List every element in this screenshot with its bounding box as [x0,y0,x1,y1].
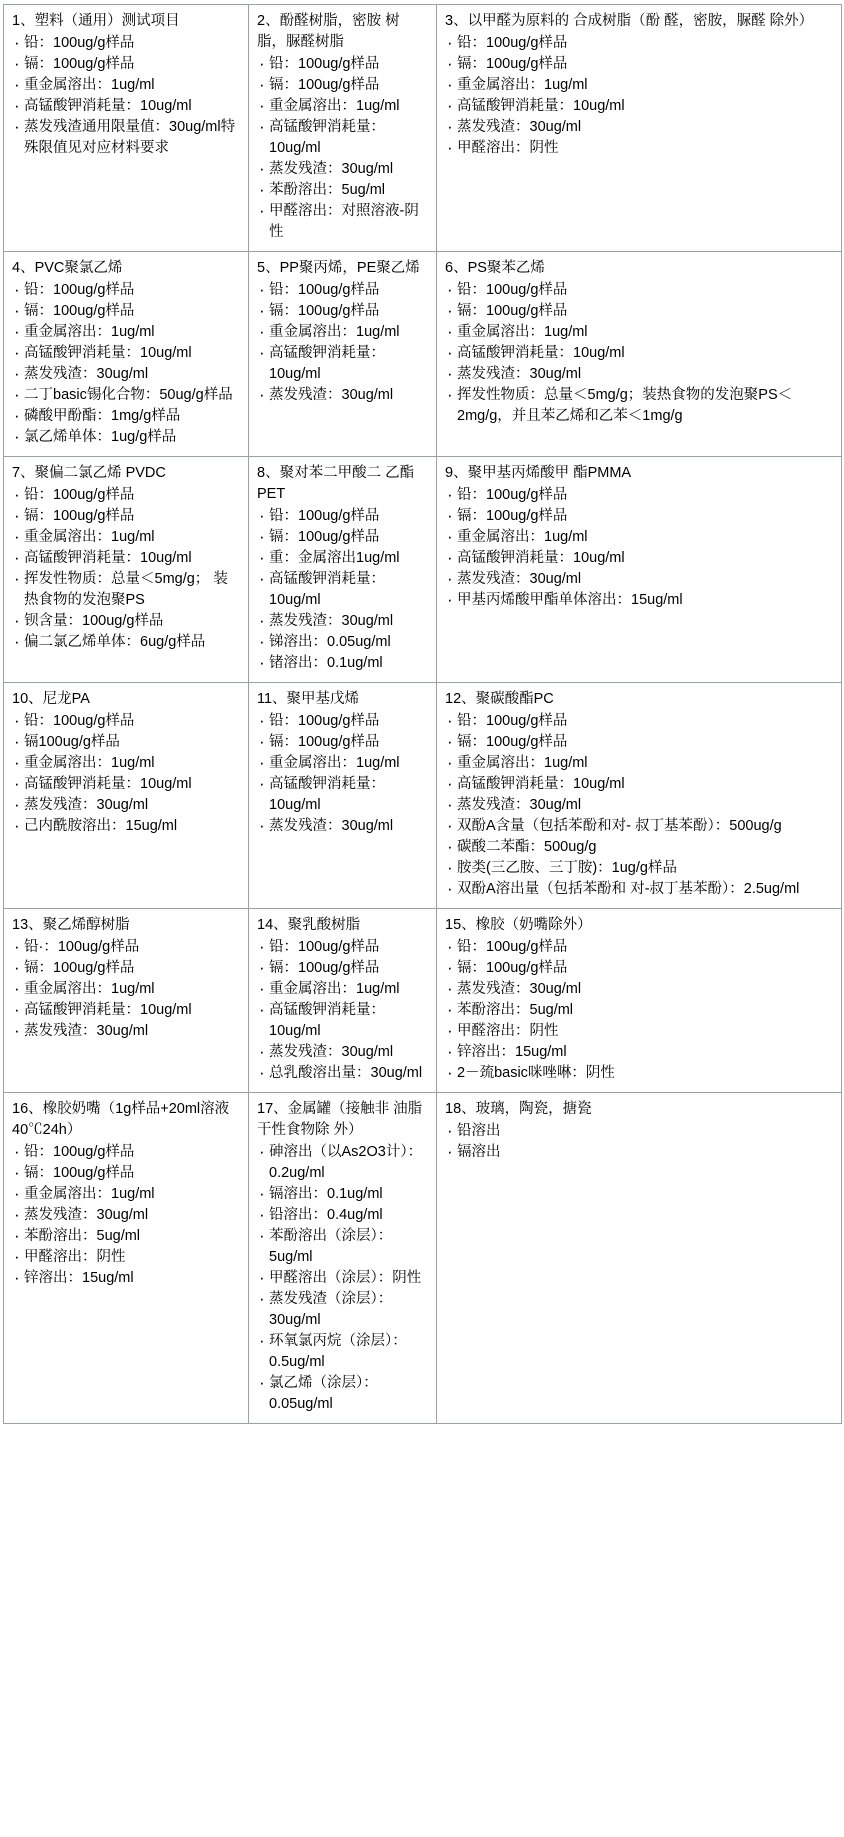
cell-item-list [12,1142,240,1289]
cell-item: · 重金属溶出：1ug/ml [257,753,428,774]
cell-title: 12、聚碳酸酯PC [445,691,554,707]
cell-title: 1、塑料（通用）测试项目 [12,13,180,29]
cell-pla [249,909,437,1093]
cell-item: · 总乳酸溶出量：30ug/ml [257,1063,428,1084]
cell-item: · 铅：100ug/g样品 [445,937,833,958]
cell-item: · 蒸发残渣：30ug/ml [257,1042,428,1063]
cell-item: · 重金属溶出：1ug/ml [12,527,240,548]
cell-item: · 铅：100ug/g样品 [257,280,428,301]
cell-title: 14、聚乳酸树脂 [257,917,361,933]
cell-item: · 重：金属溶出1ug/ml [257,548,428,569]
cell-item: · 重金属溶出：1ug/ml [445,75,833,96]
cell-item: · 高锰酸钾消耗量：10ug/ml [12,548,240,569]
cell-item: · 镉：100ug/g样品 [257,301,428,322]
cell-title: 8、聚对苯二甲酸二 乙酯PET [257,465,415,502]
cell-pvc [4,252,249,457]
cell-item: · 重金属溶出：1ug/ml [257,322,428,343]
cell-item: · 碳酸二苯酯：500ug/g [445,837,833,858]
cell-item: · 镉：100ug/g样品 [445,54,833,75]
cell-item: · 高锰酸钾消耗量：10ug/ml [445,548,833,569]
cell-pmma [437,457,842,683]
cell-item: · 蒸发残渣：30ug/ml [445,117,833,138]
cell-pmp [249,683,437,909]
cell-item: · 重金属溶出：1ug/ml [12,753,240,774]
cell-item: · 铅：100ug/g样品 [12,33,240,54]
cell-item-list [12,711,240,837]
cell-item: · 蒸发残渣：30ug/ml [445,979,833,1000]
cell-item: · 挥发性物质：总量＜5mg/g； 装热食物的发泡聚PS [12,569,240,611]
cell-item: · 重金属溶出：1ug/ml [12,1184,240,1205]
table-row [4,5,842,252]
cell-item: · 重金属溶出：1ug/ml [12,322,240,343]
cell-item-list [257,506,428,674]
cell-item: · 镉100ug/g样品 [12,732,240,753]
cell-item: · 铅：100ug/g样品 [445,711,833,732]
cell-item-list [12,33,240,159]
cell-item-list [257,1142,428,1415]
cell-pet [249,457,437,683]
cell-item: · 蒸发残渣：30ug/ml [445,795,833,816]
cell-pvdc [4,457,249,683]
cell-item-list [12,937,240,1042]
cell-item: · 蒸发残渣：30ug/ml [445,364,833,385]
cell-item: · 苯酚溶出：5ug/ml [257,180,428,201]
cell-item-list [445,711,833,900]
cell-item: · 高锰酸钾消耗量：10ug/ml [257,774,428,816]
cell-item: · 重金属溶出：1ug/ml [257,979,428,1000]
cell-item: · 氯乙烯单体：1ug/g样品 [12,427,240,448]
cell-item: · 锌溶出：15ug/ml [12,1268,240,1289]
cell-item: · 高锰酸钾消耗量：10ug/ml [445,96,833,117]
cell-item: · 重金属溶出：1ug/ml [445,527,833,548]
cell-item-list [445,485,833,611]
cell-item: · 胺类(三乙胺、三丁胺)：1ug/g样品 [445,858,833,879]
cell-title: 17、金属罐（接触非 油脂干性食物除 外） [257,1101,423,1138]
cell-item: · 铅：100ug/g样品 [12,711,240,732]
cell-pp-pe [249,252,437,457]
cell-item: · 铅：100ug/g样品 [257,937,428,958]
cell-item: · 甲醛溶出：阴性 [445,1021,833,1042]
cell-title: 18、玻璃，陶瓷，搪瓷 [445,1101,592,1117]
cell-formaldehyde-resin [437,5,842,252]
cell-item: · 镉：100ug/g样品 [445,732,833,753]
cell-item: · 蒸发残渣通用限量值：30ug/ml特殊限值见对应材料要求 [12,117,240,159]
cell-item: · 铅：100ug/g样品 [12,1142,240,1163]
cell-item: · 苯酚溶出：5ug/ml [445,1000,833,1021]
cell-item: · 高锰酸钾消耗量：10ug/ml [257,569,428,611]
cell-title: 15、橡胶（奶嘴除外） [445,917,592,933]
cell-title: 7、聚偏二氯乙烯 PVDC [12,465,166,481]
cell-item-list [445,937,833,1084]
cell-item: · 锑溶出：0.05ug/ml [257,632,428,653]
cell-item: · 重金属溶出：1ug/ml [12,979,240,1000]
cell-title: 5、PP聚丙烯，PE聚乙烯 [257,260,420,276]
cell-item: · 铅：100ug/g样品 [257,506,428,527]
cell-item: · 甲醛溶出（涂层）：阴性 [257,1268,428,1289]
cell-item: · 铅：100ug/g样品 [257,711,428,732]
cell-item: · 镉：100ug/g样品 [12,301,240,322]
cell-item-list [12,485,240,653]
cell-item: · 挥发性物质：总量＜5mg/g；装热食物的发泡聚PS＜2mg/g，并且苯乙烯和乙苯＜1mg/g [445,385,833,427]
cell-title: 11、聚甲基戊烯 [257,691,360,707]
cell-item: · 蒸发残渣：30ug/ml [257,611,428,632]
cell-item: · 镉：100ug/g样品 [257,527,428,548]
cell-item: · 铅：100ug/g样品 [257,54,428,75]
table-row [4,909,842,1093]
cell-item: · 镉：100ug/g样品 [12,958,240,979]
cell-item-list [445,1121,833,1163]
cell-item: · 铅：100ug/g样品 [445,33,833,54]
cell-item: · 铅：100ug/g样品 [12,485,240,506]
cell-item: · 铅：100ug/g样品 [12,280,240,301]
cell-item: · 镉：100ug/g样品 [257,958,428,979]
cell-item: · 重金属溶出：1ug/ml [445,322,833,343]
cell-item: · 蒸发残渣：30ug/ml [12,364,240,385]
cell-rubber [437,909,842,1093]
cell-item: · 双酚A溶出量（包括苯酚和 对-叔丁基苯酚）：2.5ug/ml [445,879,833,900]
cell-item: · 镉：100ug/g样品 [257,75,428,96]
cell-item: · 甲基丙烯酸甲酯单体溶出：15ug/ml [445,590,833,611]
cell-item: · 甲醛溶出：阴性 [12,1247,240,1268]
cell-item-list [445,280,833,427]
cell-item-list [257,711,428,837]
cell-item: · 高锰酸钾消耗量：10ug/ml [12,774,240,795]
cell-item: · 镉溶出 [445,1142,833,1163]
cell-item: · 重金属溶出：1ug/ml [12,75,240,96]
cell-title: 4、PVC聚氯乙烯 [12,260,123,276]
cell-metal-can [249,1093,437,1424]
cell-item: · 偏二氯乙烯单体：6ug/g样品 [12,632,240,653]
cell-item: · 己内酰胺溶出：15ug/ml [12,816,240,837]
cell-item: · 环氧氯丙烷（涂层）：0.5ug/ml [257,1331,428,1373]
cell-item: · 铅溶出：0.4ug/ml [257,1205,428,1226]
cell-item-list [257,937,428,1084]
cell-item: · 镉溶出：0.1ug/ml [257,1184,428,1205]
cell-item: · 高锰酸钾消耗量：10ug/ml [12,96,240,117]
cell-title: 16、橡胶奶嘴（1g样品+20ml溶液40℃24h） [12,1101,230,1138]
cell-item: · 磷酸甲酚酯：1mg/g样品 [12,406,240,427]
cell-item-list [445,33,833,159]
cell-item: · 蒸发残渣：30ug/ml [12,1205,240,1226]
cell-item: · 蒸发残渣：30ug/ml [12,1021,240,1042]
cell-item: · 重金属溶出：1ug/ml [445,753,833,774]
cell-item: · 苯酚溶出：5ug/ml [12,1226,240,1247]
cell-pa [4,683,249,909]
cell-title: 2、酚醛树脂，密胺 树脂，脲醛树脂 [257,13,400,50]
cell-item: · 镉：100ug/g样品 [445,301,833,322]
cell-item: · 铅·：100ug/g样品 [12,937,240,958]
cell-item: · 蒸发残渣（涂层）：30ug/ml [257,1289,428,1331]
cell-item-list [12,280,240,448]
cell-item: · 铅：100ug/g样品 [445,485,833,506]
cell-title: 9、聚甲基丙烯酸甲 酯PMMA [445,465,632,481]
table-body [4,5,842,1424]
cell-item: · 双酚A含量（包括苯酚和对- 叔丁基苯酚）：500ug/g [445,816,833,837]
material-limits-table [3,4,842,1424]
cell-title: 6、PS聚苯乙烯 [445,260,545,276]
cell-item: · 蒸发残渣：30ug/ml [12,795,240,816]
cell-item: · 镉：100ug/g样品 [445,506,833,527]
table-row [4,683,842,909]
cell-ps [437,252,842,457]
table-row [4,457,842,683]
cell-item: · 锗溶出：0.1ug/ml [257,653,428,674]
cell-item: · 高锰酸钾消耗量：10ug/ml [12,1000,240,1021]
cell-item: · 高锰酸钾消耗量：10ug/ml [12,343,240,364]
cell-item: · 甲醛溶出：阴性 [445,138,833,159]
cell-item: · 甲醛溶出：对照溶液-阴性 [257,201,428,243]
cell-item: · 二丁basic锡化合物：50ug/g样品 [12,385,240,406]
table-row [4,252,842,457]
cell-item: · 苯酚溶出（涂层）：5ug/ml [257,1226,428,1268]
cell-item: · 镉：100ug/g样品 [12,506,240,527]
cell-item: · 铅溶出 [445,1121,833,1142]
cell-item-list [257,280,428,406]
cell-item: · 重金属溶出：1ug/ml [257,96,428,117]
cell-rubber-nipple [4,1093,249,1424]
cell-pva [4,909,249,1093]
cell-item: · 高锰酸钾消耗量：10ug/ml [445,343,833,364]
cell-item: · 铅：100ug/g样品 [445,280,833,301]
cell-item: · 高锰酸钾消耗量：10ug/ml [257,1000,428,1042]
cell-item: · 高锰酸钾消耗量：10ug/ml [257,343,428,385]
cell-item: · 镉：100ug/g样品 [12,54,240,75]
cell-title: 10、尼龙PA [12,691,90,707]
cell-item: · 高锰酸钾消耗量：10ug/ml [445,774,833,795]
cell-item: · 钡含量：100ug/g样品 [12,611,240,632]
cell-glass-ceramic [437,1093,842,1424]
table-row [4,1093,842,1424]
cell-item: · 镉：100ug/g样品 [12,1163,240,1184]
cell-item: · 高锰酸钾消耗量：10ug/ml [257,117,428,159]
cell-item: · 氯乙烯（涂层）：0.05ug/ml [257,1373,428,1415]
cell-item: · 蒸发残渣：30ug/ml [257,385,428,406]
cell-phenolic-resin [249,5,437,252]
cell-item: · 蒸发残渣：30ug/ml [257,159,428,180]
cell-title: 3、以甲醛为原料的 合成树脂（酚 醛，密胺，脲醛 除外） [445,13,814,29]
cell-item: · 镉：100ug/g样品 [257,732,428,753]
cell-item: · 蒸发残渣：30ug/ml [445,569,833,590]
cell-item-list [257,54,428,243]
cell-plastic-general [4,5,249,252]
cell-item: · 镉：100ug/g样品 [445,958,833,979]
cell-pc [437,683,842,909]
cell-item: · 砷溶出（以As2O3计）：0.2ug/ml [257,1142,428,1184]
cell-title: 13、聚乙烯醇树脂 [12,917,130,933]
cell-item: · 蒸发残渣：30ug/ml [257,816,428,837]
cell-item: · 锌溶出：15ug/ml [445,1042,833,1063]
cell-item: · 2－巯basic咪唑啉：阴性 [445,1063,833,1084]
